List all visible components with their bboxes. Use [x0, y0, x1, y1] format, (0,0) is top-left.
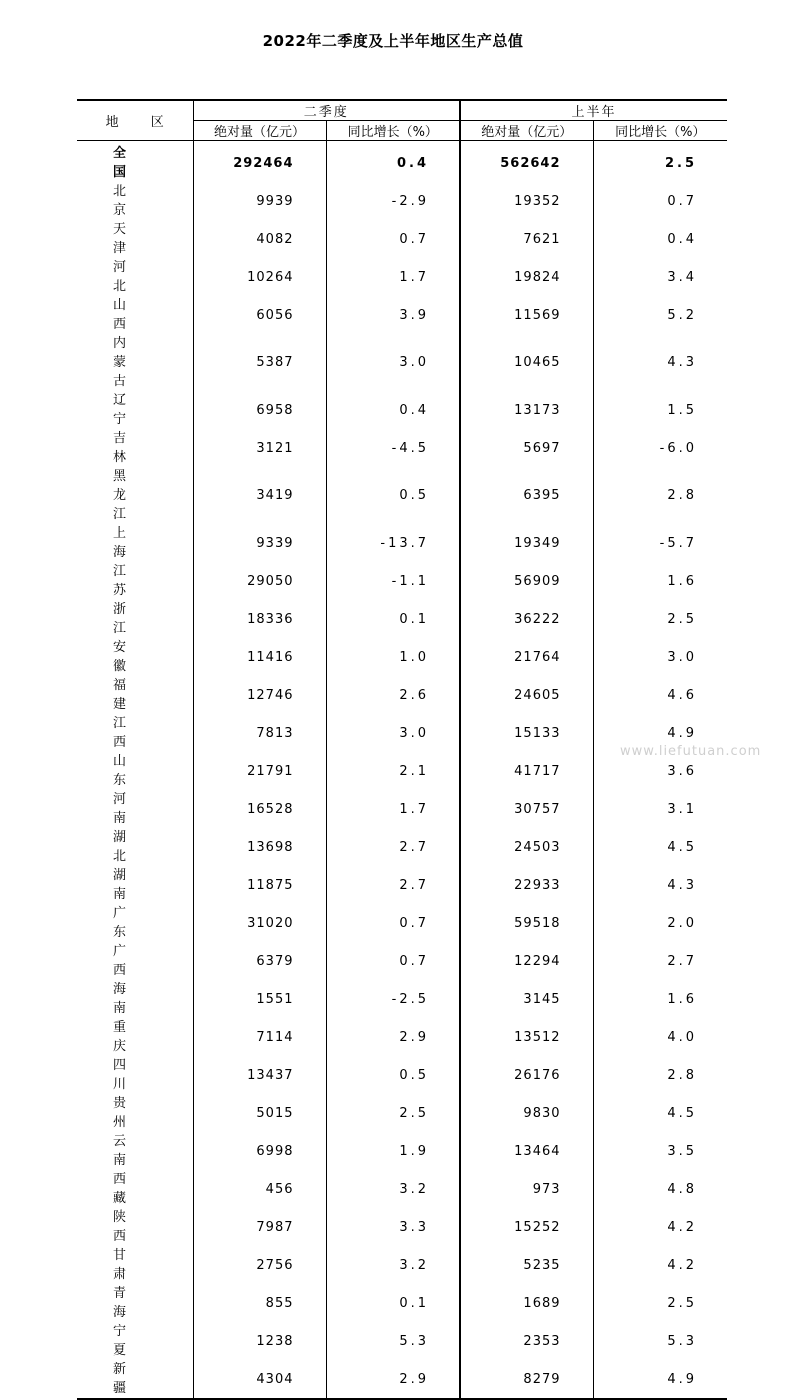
table-row	[77, 790, 727, 828]
h1-abs-cell: 59518	[460, 904, 593, 942]
q2-growth-cell: 0.7	[326, 904, 460, 942]
h1-abs-cell: 24503	[460, 828, 593, 866]
h1-growth-cell: 2.5	[593, 141, 727, 183]
table-row	[77, 429, 727, 467]
region-name-cell: 四 川	[113, 1058, 127, 1092]
q2-growth-cell: 1.7	[326, 258, 460, 296]
h1-growth-cell: 2.8	[593, 467, 727, 524]
h1-abs-cell: 15252	[460, 1208, 593, 1246]
table-row	[77, 562, 727, 600]
q2-growth-cell: 0.4	[326, 141, 460, 183]
table-row	[77, 467, 727, 524]
q2-growth-cell: 0.1	[326, 600, 460, 638]
h1-growth-cell: 4.0	[593, 1018, 727, 1056]
h1-abs-cell: 12294	[460, 942, 593, 980]
h1-abs-cell: 6395	[460, 467, 593, 524]
table-row	[77, 942, 727, 980]
table-row	[77, 600, 727, 638]
q2-abs-cell: 2756	[193, 1246, 326, 1284]
region-name-cell: 福 建	[113, 678, 127, 712]
q2-group-header: 二季度	[193, 100, 460, 121]
q2-growth-cell: -4.5	[326, 429, 460, 467]
region-name-cell: 黑龙江	[113, 469, 127, 522]
h1-abs-cell: 56909	[460, 562, 593, 600]
h1-growth-cell: 4.2	[593, 1208, 727, 1246]
q2-growth-cell: 3.0	[326, 714, 460, 752]
table-row	[77, 866, 727, 904]
table-row	[77, 1208, 727, 1246]
region-name-cell: 吉 林	[113, 431, 127, 465]
h1-abs-cell: 13464	[460, 1132, 593, 1170]
h1-abs-cell: 36222	[460, 600, 593, 638]
region-name-cell: 安 徽	[113, 640, 127, 674]
q2-growth-cell: 0.5	[326, 467, 460, 524]
table-row	[77, 980, 727, 1018]
region-name-cell: 贵 州	[113, 1096, 127, 1130]
h1-growth-cell: 4.6	[593, 676, 727, 714]
h1-growth-cell: 3.1	[593, 790, 727, 828]
q2-growth-cell: 2.5	[326, 1094, 460, 1132]
h1-abs-cell: 8279	[460, 1360, 593, 1399]
table-row	[77, 1094, 727, 1132]
q2-abs-cell: 3121	[193, 429, 326, 467]
h1-abs-cell: 19349	[460, 524, 593, 562]
q2-abs-cell: 21791	[193, 752, 326, 790]
q2-abs-cell: 11416	[193, 638, 326, 676]
q2-abs-cell: 5015	[193, 1094, 326, 1132]
h1-growth-cell: 2.8	[593, 1056, 727, 1094]
region-name-cell: 海 南	[113, 982, 127, 1016]
table-row	[77, 828, 727, 866]
h1-growth-cell: 4.5	[593, 828, 727, 866]
h1-abs-cell: 19352	[460, 182, 593, 220]
q2-abs-cell: 10264	[193, 258, 326, 296]
table-row	[77, 182, 727, 220]
h1-growth-cell: 0.4	[593, 220, 727, 258]
h1-growth-cell: 0.7	[593, 182, 727, 220]
q2-abs-cell: 3419	[193, 467, 326, 524]
region-name-cell: 河 南	[113, 792, 127, 826]
region-name-cell: 上 海	[113, 526, 127, 560]
q2-abs-cell: 456	[193, 1170, 326, 1208]
h1-growth-cell: 4.8	[593, 1170, 727, 1208]
h1-abs-cell: 2353	[460, 1322, 593, 1360]
table-row	[77, 391, 727, 429]
q2-abs-cell: 1238	[193, 1322, 326, 1360]
h1-abs-cell: 15133	[460, 714, 593, 752]
h1-abs-cell: 24605	[460, 676, 593, 714]
region-name-cell: 内蒙古	[113, 336, 127, 389]
h1-abs-cell: 21764	[460, 638, 593, 676]
h1-growth-cell: -5.7	[593, 524, 727, 562]
q2-growth-cell: 2.7	[326, 866, 460, 904]
page-title: 2022年二季度及上半年地区生产总值	[262, 32, 524, 50]
h1-growth-cell: 4.3	[593, 866, 727, 904]
q2-growth-cell: 2.7	[326, 828, 460, 866]
q2-growth-cell: 1.0	[326, 638, 460, 676]
region-header: 地 区	[77, 100, 193, 141]
table-header	[77, 100, 727, 141]
q2-growth-cell: 0.7	[326, 942, 460, 980]
q2-abs-cell: 7987	[193, 1208, 326, 1246]
h1-abs-cell: 11569	[460, 296, 593, 334]
h1-abs-cell: 22933	[460, 866, 593, 904]
table-row	[77, 141, 727, 183]
h1-growth-cell: 5.3	[593, 1322, 727, 1360]
region-name-cell: 重 庆	[113, 1020, 127, 1054]
q2-abs-cell: 6379	[193, 942, 326, 980]
table-row	[77, 904, 727, 942]
h1-abs-cell: 5235	[460, 1246, 593, 1284]
h1-growth-cell: 4.3	[593, 334, 727, 391]
region-name-cell: 陕 西	[113, 1210, 127, 1244]
h1-abs-cell: 973	[460, 1170, 593, 1208]
q2-growth-cell: 3.2	[326, 1170, 460, 1208]
q2-abs-cell: 855	[193, 1284, 326, 1322]
region-name-cell: 江 苏	[113, 564, 127, 598]
q2-growth-cell: 0.7	[326, 220, 460, 258]
region-name-cell: 甘 肃	[113, 1248, 127, 1282]
q2-growth-cell: -13.7	[326, 524, 460, 562]
region-name-cell: 山 东	[113, 754, 127, 788]
h1-abs-cell: 10465	[460, 334, 593, 391]
h1-growth-cell: 1.6	[593, 562, 727, 600]
q2-growth-cell: -2.5	[326, 980, 460, 1018]
h1-abs-cell: 13173	[460, 391, 593, 429]
q2-abs-cell: 7813	[193, 714, 326, 752]
h1-abs-cell: 26176	[460, 1056, 593, 1094]
table-row	[77, 258, 727, 296]
h1-abs-cell: 41717	[460, 752, 593, 790]
q2-abs-cell: 29050	[193, 562, 326, 600]
region-name-cell: 云 南	[113, 1134, 127, 1168]
table-row	[77, 220, 727, 258]
q2-abs-cell: 13698	[193, 828, 326, 866]
q2-abs-cell: 18336	[193, 600, 326, 638]
h1-abs-cell: 7621	[460, 220, 593, 258]
table-row	[77, 1170, 727, 1208]
region-name-cell: 西 藏	[113, 1172, 127, 1206]
q2-abs-cell: 9339	[193, 524, 326, 562]
h1-abs-cell: 30757	[460, 790, 593, 828]
region-name-cell: 广 西	[113, 944, 127, 978]
h1-growth-cell: 1.5	[593, 391, 727, 429]
region-name-cell: 浙 江	[113, 602, 127, 636]
q2-growth-cell: 3.2	[326, 1246, 460, 1284]
table-row	[77, 1132, 727, 1170]
q2-growth-cell: -2.9	[326, 182, 460, 220]
h1-abs-cell: 5697	[460, 429, 593, 467]
h1-growth-cell: -6.0	[593, 429, 727, 467]
region-name-cell: 北 京	[113, 184, 127, 218]
region-name-cell: 天 津	[113, 222, 127, 256]
h1-growth-cell: 2.5	[593, 600, 727, 638]
q2-abs-cell: 292464	[193, 141, 326, 183]
q2-abs-cell: 9939	[193, 182, 326, 220]
h1-growth-cell: 2.0	[593, 904, 727, 942]
h1-growth-cell: 3.6	[593, 752, 727, 790]
table-row	[77, 676, 727, 714]
h1-growth-header: 同比增长（%）	[593, 121, 727, 141]
h1-abs-cell: 1689	[460, 1284, 593, 1322]
q2-growth-cell: 3.0	[326, 334, 460, 391]
watermark: www.liefutuan.com	[620, 744, 762, 759]
q2-abs-cell: 6998	[193, 1132, 326, 1170]
q2-abs-cell: 13437	[193, 1056, 326, 1094]
q2-abs-cell: 7114	[193, 1018, 326, 1056]
q2-growth-cell: -1.1	[326, 562, 460, 600]
h1-growth-cell: 3.0	[593, 638, 727, 676]
table-row	[77, 638, 727, 676]
table-row	[77, 334, 727, 391]
q2-growth-cell: 0.5	[326, 1056, 460, 1094]
h1-growth-cell: 3.4	[593, 258, 727, 296]
h1-abs-cell: 3145	[460, 980, 593, 1018]
h1-growth-cell: 4.2	[593, 1246, 727, 1284]
h1-growth-cell: 4.9	[593, 1360, 727, 1399]
q2-growth-cell: 1.9	[326, 1132, 460, 1170]
region-name-cell: 新 疆	[77, 1360, 193, 1399]
h1-abs-header: 绝对量（亿元）	[460, 121, 593, 141]
h1-growth-cell: 2.5	[593, 1284, 727, 1322]
q2-growth-cell: 2.9	[326, 1018, 460, 1056]
q2-abs-cell: 12746	[193, 676, 326, 714]
q2-abs-cell: 4304	[193, 1360, 326, 1399]
region-name-cell: 山 西	[113, 298, 127, 332]
q2-growth-cell: 0.1	[326, 1284, 460, 1322]
table-row	[77, 1018, 727, 1056]
q2-growth-cell: 1.7	[326, 790, 460, 828]
region-name-cell: 宁 夏	[113, 1324, 127, 1358]
h1-growth-cell: 5.2	[593, 296, 727, 334]
region-name-cell: 湖 北	[113, 830, 127, 864]
table-row	[77, 1284, 727, 1322]
q2-abs-cell: 1551	[193, 980, 326, 1018]
q2-growth-cell: 5.3	[326, 1322, 460, 1360]
table-row	[77, 1056, 727, 1094]
h1-abs-cell: 13512	[460, 1018, 593, 1056]
h1-growth-cell: 2.7	[593, 942, 727, 980]
q2-growth-cell: 2.6	[326, 676, 460, 714]
h1-group-header: 上半年	[460, 100, 727, 121]
q2-abs-cell: 31020	[193, 904, 326, 942]
q2-growth-header: 同比增长（%）	[326, 121, 460, 141]
table-row	[77, 1360, 727, 1399]
q2-abs-cell: 6958	[193, 391, 326, 429]
h1-abs-cell: 19824	[460, 258, 593, 296]
h1-growth-cell: 4.9	[593, 714, 727, 752]
region-name-cell: 青 海	[113, 1286, 127, 1320]
q2-growth-cell: 0.4	[326, 391, 460, 429]
table-row	[77, 296, 727, 334]
q2-growth-cell: 2.1	[326, 752, 460, 790]
region-name-cell: 河 北	[113, 260, 127, 294]
h1-abs-cell: 562642	[460, 141, 593, 183]
h1-growth-cell: 4.5	[593, 1094, 727, 1132]
region-name-cell: 湖 南	[113, 868, 127, 902]
q2-growth-cell: 3.9	[326, 296, 460, 334]
region-name-cell: 辽 宁	[113, 393, 127, 427]
region-name-cell: 全 国	[113, 146, 127, 180]
table-body	[77, 141, 727, 1400]
q2-growth-cell: 2.9	[326, 1360, 460, 1399]
q2-abs-cell: 16528	[193, 790, 326, 828]
region-name-cell: 广 东	[113, 906, 127, 940]
q2-abs-cell: 4082	[193, 220, 326, 258]
region-name-cell: 江 西	[113, 716, 127, 750]
h1-growth-cell: 1.6	[593, 980, 727, 1018]
table-row	[77, 1246, 727, 1284]
q2-abs-cell: 5387	[193, 334, 326, 391]
table-row	[77, 1322, 727, 1360]
q2-abs-header: 绝对量（亿元）	[193, 121, 326, 141]
q2-abs-cell: 11875	[193, 866, 326, 904]
q2-growth-cell: 3.3	[326, 1208, 460, 1246]
h1-growth-cell: 3.5	[593, 1132, 727, 1170]
table-row	[77, 524, 727, 562]
q2-abs-cell: 6056	[193, 296, 326, 334]
h1-abs-cell: 9830	[460, 1094, 593, 1132]
